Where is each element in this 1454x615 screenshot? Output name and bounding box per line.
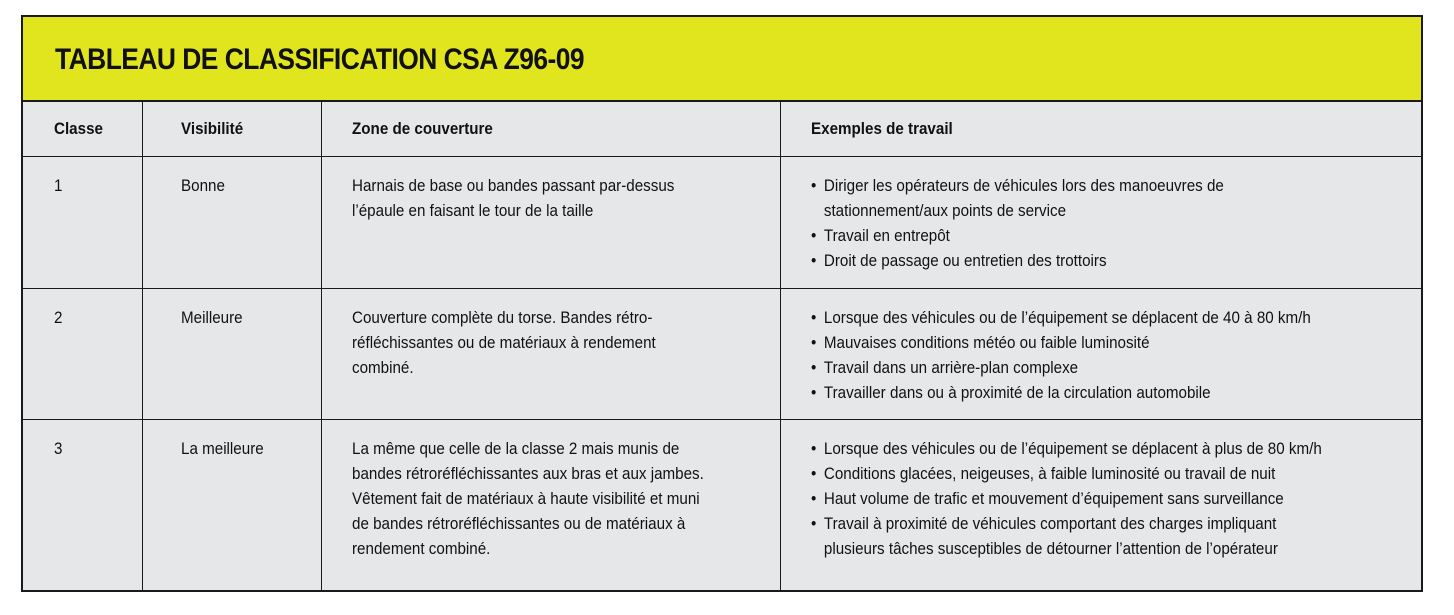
header-classe: Classe [54,119,103,138]
list-item: • Haut volume de trafic et mouvement d’équipement sans surveillance [810,490,1284,508]
cell-visibilite: Meilleure [142,289,321,420]
list-item: • Travail dans un arrière-plan complexe [810,359,1078,377]
cell-zone: Harnais de base ou bandes passant par-dessus l’épaule en faisant le tour de la taille [321,157,780,289]
examples-list [811,437,1373,562]
list-item: • Diriger les opérateurs de véhicules lors des manoeuvres de stationnement/aux points de service [810,177,1224,220]
title-bar [23,17,1421,102]
table-row [23,157,1421,289]
list-item: • Travail à proximité de véhicules comportant des charges impliquant plusieurs tâches susceptibles de détourner l’attention de l’opérateur [810,515,1278,558]
classification-table-frame [21,15,1423,592]
cell-visibilite: Bonne [142,157,321,289]
header-zone: Zone de couverture [321,102,780,157]
list-item: • Conditions glacées, neigeuses, à faible luminosité ou travail de nuit [810,465,1275,483]
table-row [23,289,1421,420]
cell-exemples [780,157,1421,289]
cell-zone: Couverture complète du torse. Bandes rétro- réfléchissantes ou de matériaux à rendement combiné. [321,289,780,420]
cell-zone: La même que celle de la classe 2 mais munis de bandes rétroréfléchissantes aux bras et aux jambes. Vêtement fait de matériaux à haute visibilité et muni de bandes rétroréfléchissantes ou de matériaux à rendement combiné. [321,420,780,591]
cell-classe: 2 [23,289,142,420]
cell-visibilite: La meilleure [142,420,321,591]
list-item: • Travailler dans ou à proximité de la circulation automobile [810,384,1211,402]
header-visibilite: Visibilité [142,102,321,157]
classification-table [23,102,1421,590]
cell-classe: 1 [23,157,142,289]
cell-classe: 3 [23,420,142,591]
table-row [23,420,1421,591]
table-title: TABLEAU DE CLASSIFICATION CSA Z96-09 [55,43,585,76]
list-item: • Lorsque des véhicules ou de l’équipement se déplacent de 40 à 80 km/h [810,309,1311,327]
header-exemples: Exemples de travail [780,102,1421,157]
list-item: • Lorsque des véhicules ou de l’équipement se déplacent à plus de 80 km/h [810,440,1322,458]
cell-exemples [780,420,1421,591]
examples-list [811,306,1373,406]
list-item: • Droit de passage ou entretien des trottoirs [810,252,1107,270]
list-item: • Mauvaises conditions météo ou faible luminosité [810,334,1150,352]
cell-exemples [780,289,1421,420]
examples-list [811,174,1373,274]
list-item: • Travail en entrepôt [810,227,950,245]
header-row [23,102,1421,157]
